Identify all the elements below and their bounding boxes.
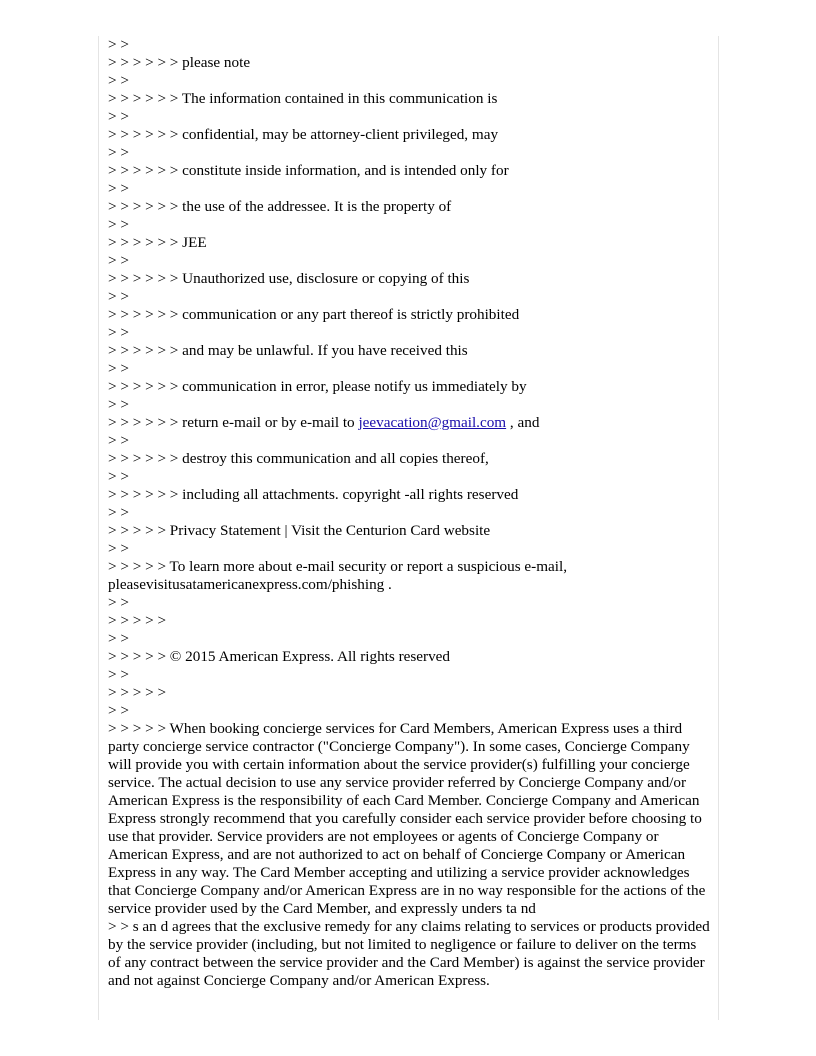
text-line: > >: [108, 360, 129, 377]
text-line: > >: [108, 108, 129, 125]
exclusive-remedy-paragraph: > > s an d agrees that the exclusive remedy for any claims relating to services or products provided by the service provider (including, but not limited to negligence or failure to deliver on the terms of any contract between the service provider and the Card Member) is against the service provider and not against Concierge Company and/or American Express.: [108, 918, 710, 989]
text-line: > >: [108, 216, 129, 233]
email-line-prefix: > > > > > > return e-mail or by e-mail to: [108, 414, 359, 431]
phishing-notice-line: > > > > > To learn more about e-mail security or report a suspicious e-mail, pleasevisitusatamericanexpress.com/phishing .: [108, 558, 568, 593]
text-line: > >: [108, 396, 129, 413]
email-body: [108, 36, 710, 990]
text-line: > > > > > > the use of the addressee. It is the property of: [108, 198, 452, 215]
email-line-suffix: , and: [506, 414, 540, 431]
text-line: > >: [108, 468, 129, 485]
email-link[interactable]: jeevacation@gmail.com: [358, 414, 507, 431]
text-line: > > > > > > including all attachments. copyright -all rights reserved: [108, 486, 519, 503]
text-line: > >: [108, 144, 129, 161]
text-line: > >: [108, 702, 129, 719]
text-line: > > > > > > confidential, may be attorney-client privileged, may: [108, 126, 499, 143]
text-line: > > > > > > destroy this communication and all copies thereof,: [108, 450, 489, 467]
privacy-statement-line: > > > > > Privacy Statement | Visit the Centurion Card website: [108, 522, 491, 539]
text-line: > >: [108, 72, 129, 89]
text-line: > >: [108, 630, 129, 647]
text-line: > > > > > > communication in error, please notify us immediately by: [108, 378, 527, 395]
text-line: > >: [108, 36, 129, 53]
text-line: > > > > > > communication or any part thereof is strictly prohibited: [108, 306, 520, 323]
text-line: > > > > > > The information contained in this communication is: [108, 90, 498, 107]
text-line: > >: [108, 252, 129, 269]
text-line: > > > > > > JEE: [108, 234, 207, 251]
text-line: > > > > >: [108, 612, 167, 629]
email-contact-line: [108, 414, 710, 432]
text-line: > > > > > > and may be unlawful. If you have received this: [108, 342, 468, 359]
text-line: > >: [108, 432, 129, 449]
text-line: > > > > > > constitute inside information, and is intended only for: [108, 162, 509, 179]
text-line: > > > > > > Unauthorized use, disclosure or copying of this: [108, 270, 470, 287]
text-line: > >: [108, 504, 129, 521]
text-line: > >: [108, 594, 129, 611]
concierge-disclaimer-paragraph: > > > > > When booking concierge services for Card Members, American Express uses a third party concierge service contractor ("Concierge Company"). In some cases, Concierge Company will provide you with certain information about the service provider(s) fulfilling your concierge service. The actual decision to use any service provider referred by Concierge Company and/or American Express is the responsibility of each Card Member. Concierge Company and American Express strongly recommend that you carefully consider each service provider before choosing to use that provider. Service providers are not employees or agents of Concierge Company or American Express, and are not authorized to act on behalf of Concierge Company or American Express in any way. The Card Member accepting and utilizing a service provider acknowledges that Concierge Company and/or American Express are in no way responsible for the actions of the service provider used by the Card Member, and expressly unders ta nd: [108, 720, 706, 917]
text-line: > >: [108, 324, 129, 341]
text-line: > > > > >: [108, 684, 167, 701]
text-line: > >: [108, 180, 129, 197]
text-line: > >: [108, 540, 129, 557]
text-line: > >: [108, 288, 129, 305]
copyright-line: > > > > > © 2015 American Express. All rights reserved: [108, 648, 451, 665]
text-line: > > > > > > please note: [108, 54, 251, 71]
text-line: > >: [108, 666, 129, 683]
